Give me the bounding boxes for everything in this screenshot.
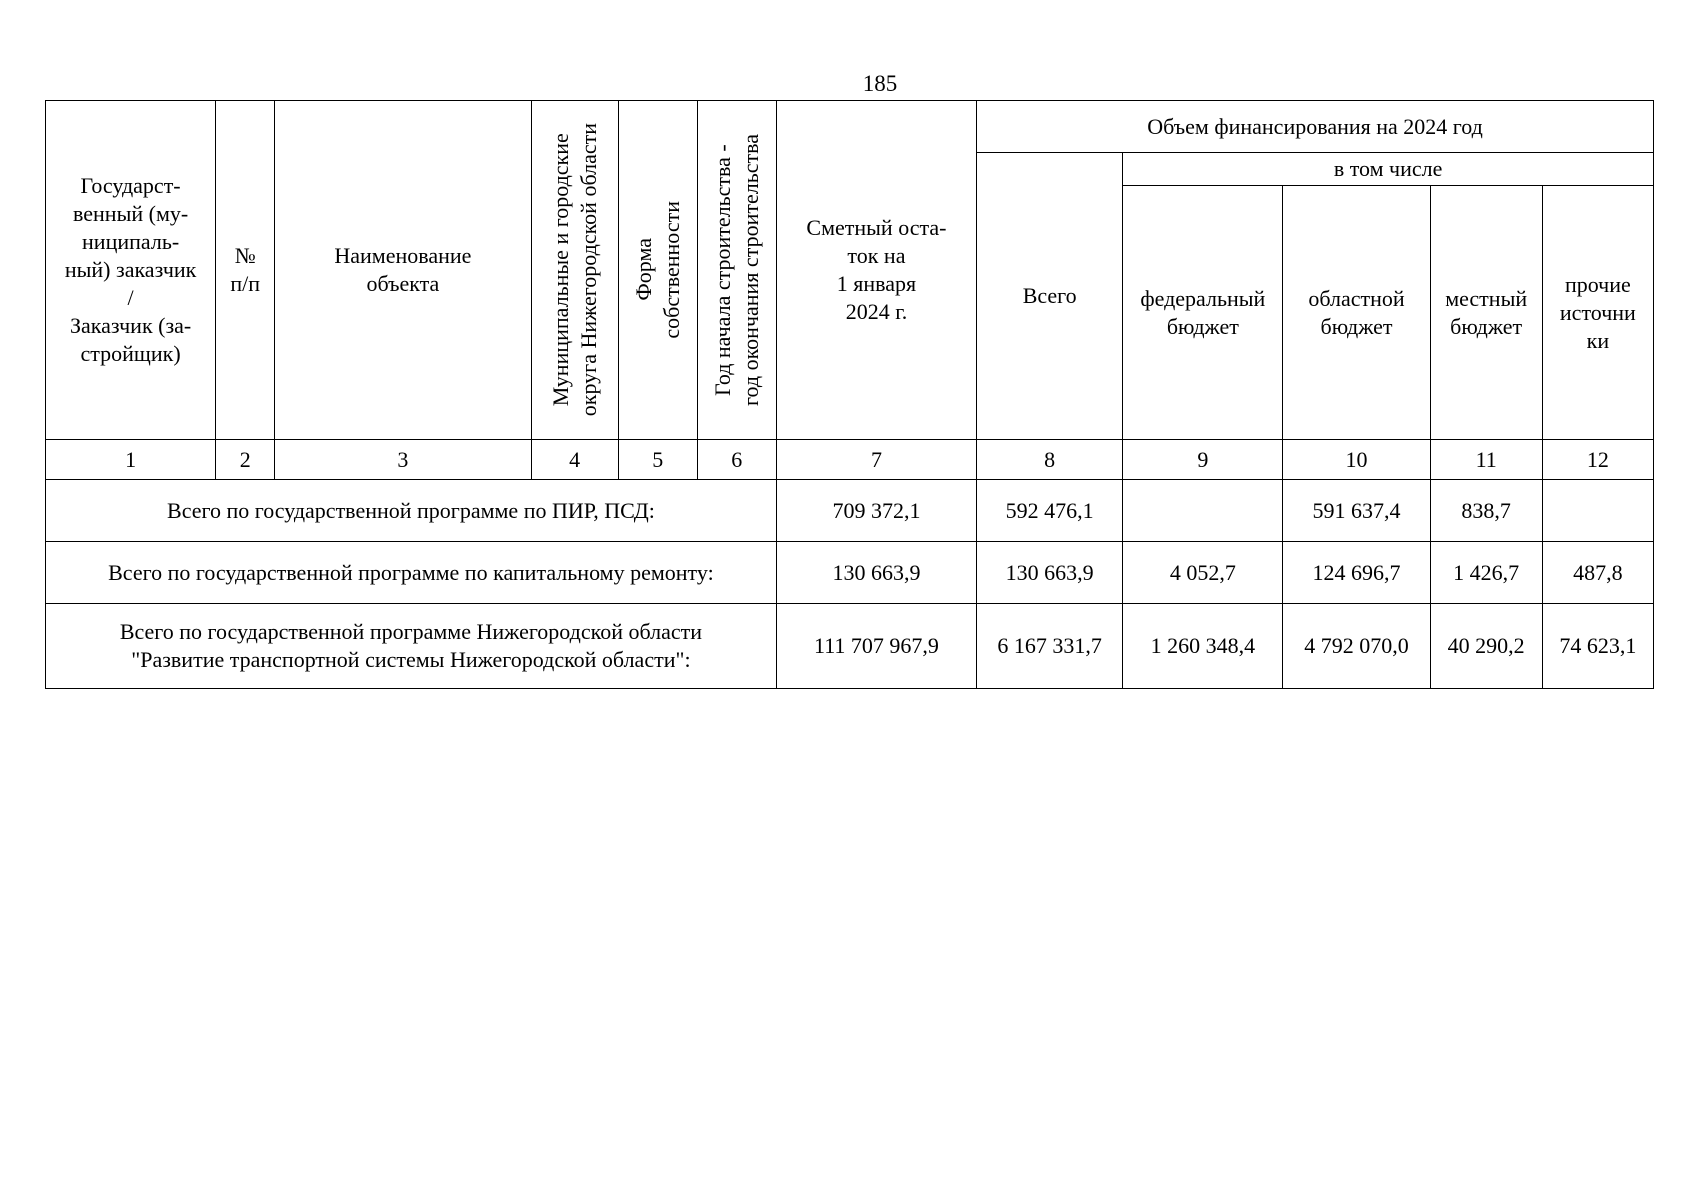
column-number: 3 (275, 440, 531, 480)
header-ownership-form-text: Форма собственности (630, 201, 684, 339)
table-row (46, 480, 1654, 542)
table-row (46, 542, 1654, 604)
regional-cell: 4 792 070,0 (1283, 604, 1430, 689)
local-cell: 40 290,2 (1430, 604, 1542, 689)
header-customer: Государст- венный (му- ниципаль- ный) заказчик / Заказчик (за- стройщик) (46, 101, 216, 440)
federal-cell: 4 052,7 (1123, 542, 1283, 604)
header-including: в том числе (1123, 153, 1654, 186)
total-cell: 592 476,1 (977, 480, 1123, 542)
column-number: 9 (1123, 440, 1283, 480)
header-row-1 (46, 101, 1654, 153)
header-object-name: Наименование объекта (275, 101, 531, 440)
header-total: Всего (977, 153, 1123, 440)
other-cell (1542, 480, 1653, 542)
financing-table (45, 100, 1654, 689)
other-cell: 74 623,1 (1542, 604, 1653, 689)
regional-cell: 124 696,7 (1283, 542, 1430, 604)
column-number: 12 (1542, 440, 1653, 480)
header-regional-budget: областной бюджет (1283, 186, 1430, 440)
header-local-budget: местный бюджет (1430, 186, 1542, 440)
column-number: 7 (776, 440, 976, 480)
other-cell: 487,8 (1542, 542, 1653, 604)
header-funding-volume: Объем финансирования на 2024 год (977, 101, 1654, 153)
column-number: 11 (1430, 440, 1542, 480)
column-number-row (46, 440, 1654, 480)
column-number: 6 (697, 440, 776, 480)
header-construction-years-text: Год начала строительства - год окончания строительства (709, 134, 763, 406)
header-municipal-districts-text: Муниципальные и городские округа Нижегородской области (547, 123, 601, 417)
row-label: Всего по государственной программе по капитальному ремонту: (46, 542, 777, 604)
header-ownership-form (618, 101, 697, 440)
header-construction-years (697, 101, 776, 440)
header-index: № п/п (216, 101, 275, 440)
total-cell: 130 663,9 (977, 542, 1123, 604)
column-number: 10 (1283, 440, 1430, 480)
column-number: 8 (977, 440, 1123, 480)
total-cell: 6 167 331,7 (977, 604, 1123, 689)
header-other-sources: прочие источни ки (1542, 186, 1653, 440)
row-label: Всего по государственной программе Нижегородской области "Развитие транспортной системы Нижегородской области": (46, 604, 777, 689)
column-number: 5 (618, 440, 697, 480)
regional-cell: 591 637,4 (1283, 480, 1430, 542)
table-row (46, 604, 1654, 689)
local-cell: 1 426,7 (1430, 542, 1542, 604)
federal-cell: 1 260 348,4 (1123, 604, 1283, 689)
page-number: 185 (862, 71, 898, 96)
estimated-balance-cell: 130 663,9 (776, 542, 976, 604)
estimated-balance-cell: 111 707 967,9 (776, 604, 976, 689)
column-number: 2 (216, 440, 275, 480)
header-municipal-districts (531, 101, 618, 440)
federal-cell (1123, 480, 1283, 542)
column-number: 1 (46, 440, 216, 480)
row-label: Всего по государственной программе по ПИР, ПСД: (46, 480, 777, 542)
header-estimated-balance: Сметный оста- ток на 1 января 2024 г. (776, 101, 976, 440)
header-federal-budget: федеральный бюджет (1123, 186, 1283, 440)
estimated-balance-cell: 709 372,1 (776, 480, 976, 542)
column-number: 4 (531, 440, 618, 480)
local-cell: 838,7 (1430, 480, 1542, 542)
